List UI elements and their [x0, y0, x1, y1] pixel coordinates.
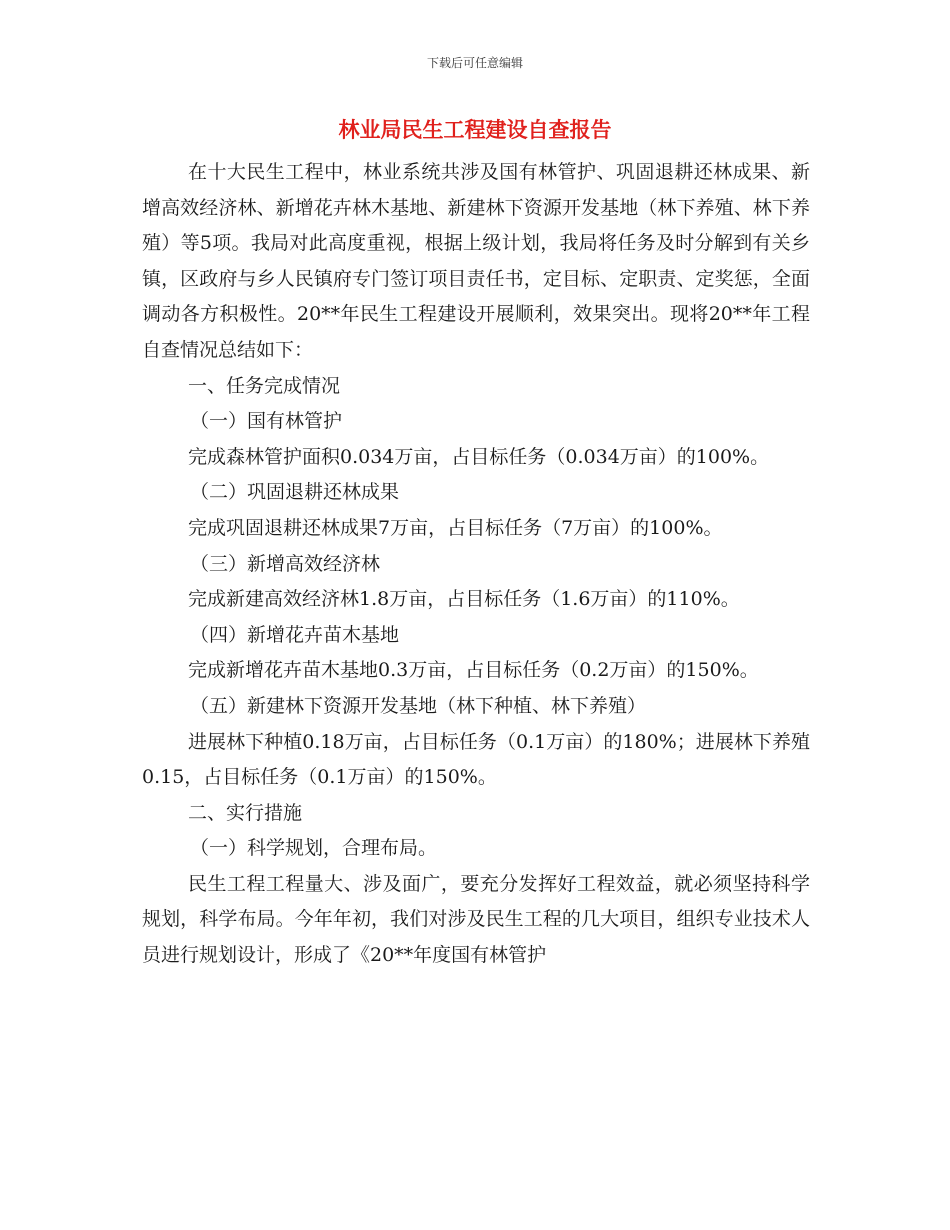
paragraph-intro: 在十大民生工程中，林业系统共涉及国有林管护、巩固退耕还林成果、新增高效经济林、新增花卉林木基地、新建林下资源开发基地（林下养殖、林下养殖）等5项。我局对此高度重视，根据上级计划，我局将任务及时分解到有关乡镇，区政府与乡人民镇府专门签订项目责任书，定目标、定职责、定奖惩，全面调动各方积极性。20**年民生工程建设开展顺利，效果突出。现将20**年工程自查情况总结如下： — [142, 161, 810, 361]
document-body — [142, 155, 810, 974]
section-heading-2: 二、实行措施 — [188, 801, 303, 824]
paragraph: 完成新增花卉苗木基地0.3万亩，占目标任务（0.2万亩）的150%。 — [188, 659, 759, 682]
subsection-heading-1-3: （三）新增高效经济林 — [190, 552, 381, 575]
paragraph: 完成森林管护面积0.034万亩，占目标任务（0.034万亩）的100%。 — [188, 445, 770, 468]
paragraph: 进展林下种植0.18万亩，占目标任务（0.1万亩）的180%；进展林下养殖0.15，占目标任务（0.1万亩）的150%。 — [142, 730, 810, 789]
subsection-heading-1-5: （五）新建林下资源开发基地（林下种植、林下养殖） — [190, 694, 647, 717]
subsection-heading-1-1: （一）国有林管护 — [190, 410, 343, 433]
paragraph: 民生工程工程量大、涉及面广，要充分发挥好工程效益，就必须坚持科学规划，科学布局。今年年初，我们对涉及民生工程的几大项目，组织专业技术人员进行规划设计，形成了《20**年度国有林管护 — [142, 872, 810, 967]
subsection-heading-2-1: （一）科学规划，合理布局。 — [190, 837, 438, 860]
paragraph: 完成新建高效经济林1.8万亩，占目标任务（1.6万亩）的110%。 — [188, 588, 740, 611]
paragraph: 完成巩固退耕还林成果7万亩，占目标任务（7万亩）的100%。 — [188, 516, 723, 539]
subsection-heading-1-2: （二）巩固退耕还林成果 — [190, 481, 400, 504]
document-title: 林业局民生工程建设自查报告 — [338, 118, 612, 142]
section-heading-1: 一、任务完成情况 — [188, 374, 341, 397]
page-header: 下载后可任意编辑 — [426, 56, 523, 70]
subsection-heading-1-4: （四）新增花卉苗木基地 — [190, 623, 400, 646]
